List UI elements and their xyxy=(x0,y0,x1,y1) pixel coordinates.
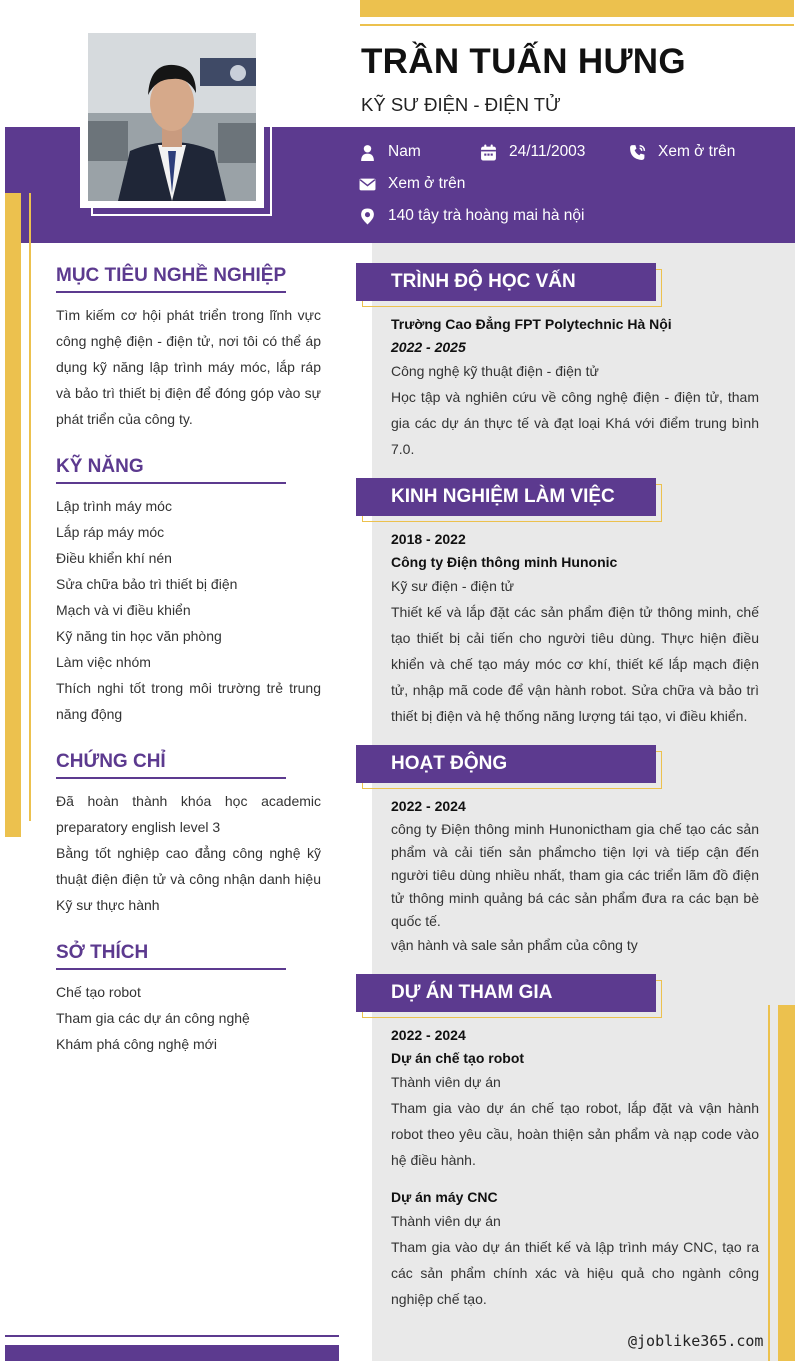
job-title: KỸ SƯ ĐIỆN - ĐIỆN TỬ xyxy=(361,94,561,115)
skill-item: Lập trình máy móc xyxy=(56,498,172,514)
top-gold-bar xyxy=(360,0,794,17)
skills-heading: KỸ NĂNG xyxy=(56,456,286,484)
experience-description: Thiết kế và lắp đặt các sản phẩm điện tử thông minh, chế tạo thiết bị cải tiến cho người tiêu dùng. Thực hiện điều khiển và chế tạo máy móc cơ khí, thiết kế lắp mạch điện tử, nhập mã code để vận hành robot. Sửa chữa và bảo trì thiết bị điện và hệ thống năng lượng tái tạo, vi điều khiển. xyxy=(391,604,759,724)
hobby-item: Khám phá công nghệ mới xyxy=(56,1036,217,1052)
certificate-item: Bằng tốt nghiệp cao đẳng công nghệ kỹ thuật điện điện tử và công nhận danh hiệu Kỹ sư thực hành xyxy=(56,845,321,913)
left-gold-bar xyxy=(5,193,21,837)
project-description: Tham gia vào dự án chế tạo robot, lắp đặt và vận hành robot theo yêu cầu, hoàn thiện sản phẩm và nạp code vào hệ điều hành. xyxy=(391,1100,759,1168)
project-role: Thành viên dự án xyxy=(391,1213,501,1229)
left-column xyxy=(56,265,321,1081)
skill-item: Sửa chữa bảo trì thiết bị điện xyxy=(56,576,238,592)
contact-email xyxy=(359,175,465,193)
experience-body xyxy=(391,528,759,729)
heading-purple-box xyxy=(356,478,656,516)
phone-icon xyxy=(629,144,646,161)
activities-heading: HOẠT ĐỘNG xyxy=(391,753,508,774)
location-pin-icon xyxy=(359,208,376,225)
skill-item: Thích nghi tốt trong môi trường trẻ trung năng động xyxy=(56,680,321,722)
skill-item: Kỹ năng tin học văn phòng xyxy=(56,628,222,644)
skill-item: Mạch và vi điều khiển xyxy=(56,602,191,618)
email-value: Xem ở trên xyxy=(388,175,466,192)
gender-value: Nam xyxy=(388,143,421,160)
candidate-name: TRẦN TUẤN HƯNG xyxy=(361,42,686,81)
objective-section xyxy=(56,265,321,432)
education-school: Trường Cao Đẳng FPT Polytechnic Hà Nội xyxy=(391,316,672,332)
hobbies-heading: SỞ THÍCH xyxy=(56,942,286,970)
heading-purple-box xyxy=(356,974,656,1012)
education-major: Công nghệ kỹ thuật điện - điện tử xyxy=(391,363,599,379)
experience-heading-box xyxy=(356,478,662,522)
skills-section xyxy=(56,456,321,727)
heading-purple-box xyxy=(356,745,656,783)
experience-heading: KINH NGHIỆM LÀM VIỆC xyxy=(391,486,615,507)
activities-heading-box xyxy=(356,745,662,789)
contact-gender xyxy=(359,143,421,161)
project-name: Dự án chế tạo robot xyxy=(391,1050,525,1066)
project-description: Tham gia vào dự án thiết kế và lập trình máy CNC, tạo ra các sản phẩm chính xác và hiệu quả cho ngành công nghiệp chế tạo. xyxy=(391,1239,759,1307)
projects-period: 2022 - 2024 xyxy=(391,1027,466,1043)
right-gold-bar xyxy=(778,1005,795,1361)
envelope-icon xyxy=(359,176,376,193)
bottom-purple-line xyxy=(5,1335,339,1337)
education-heading-box xyxy=(356,263,662,307)
contact-phone xyxy=(629,143,735,161)
address-value: 140 tây trà hoàng mai hà nội xyxy=(388,207,585,224)
education-period: 2022 - 2025 xyxy=(391,339,466,355)
projects-body xyxy=(391,1024,759,1312)
dob-value: 24/11/2003 xyxy=(509,143,586,160)
activities-description: công ty Điện thông minh Hunonictham gia chế tạo các sản phẩm và cải tiến sản phẩmcho tiện lợi và tiếp cận đến người tiêu dùng nhiều nhất, tham gia các triển lãm đồ điện tử thông minh quảng bá các sản phẩm đưa ra các bạn bè quốc tế. xyxy=(391,821,759,929)
right-gold-line xyxy=(768,1005,770,1361)
activities-extra: vận hành và sale sản phẩm của công ty xyxy=(391,937,638,953)
experience-period: 2018 - 2022 xyxy=(391,531,466,547)
skill-item: Làm việc nhóm xyxy=(56,654,151,670)
heading-purple-box xyxy=(356,263,656,301)
left-gold-line xyxy=(29,193,31,821)
certificates-section xyxy=(56,751,321,918)
objective-text: Tìm kiếm cơ hội phát triển trong lĩnh vực công nghệ điện - điện tử, nơi tôi có thể áp dụng kỹ năng lập trình máy móc, lắp ráp và bảo trì thiết bị điện để đóng góp vào sự phát triển của công ty. xyxy=(56,307,321,427)
education-body xyxy=(391,313,759,462)
activities-body xyxy=(391,795,759,958)
experience-company: Công ty Điện thông minh Hunonic xyxy=(391,554,618,570)
user-icon xyxy=(359,144,376,161)
phone-value: Xem ở trên xyxy=(658,143,736,160)
watermark: @joblike365.com xyxy=(628,1332,764,1350)
project-name: Dự án máy CNC xyxy=(391,1189,498,1205)
project-role: Thành viên dự án xyxy=(391,1074,501,1090)
certificate-item: Đã hoàn thành khóa học academic preparatory english level 3 xyxy=(56,793,321,835)
top-gold-line xyxy=(360,24,794,26)
activities-period: 2022 - 2024 xyxy=(391,798,466,814)
contact-address xyxy=(359,207,584,225)
objective-heading: MỤC TIÊU NGHỀ NGHIỆP xyxy=(56,265,286,293)
profile-photo xyxy=(88,33,256,201)
education-description: Học tập và nghiên cứu về công nghệ điện - điện tử, tham gia các dự án thực tế và đạt loại Khá với điểm trung bình 7.0. xyxy=(391,389,759,457)
hobbies-section xyxy=(56,942,321,1057)
certificates-heading: CHỨNG CHỈ xyxy=(56,751,286,779)
education-heading: TRÌNH ĐỘ HỌC VẤN xyxy=(391,271,576,292)
calendar-icon xyxy=(480,144,497,161)
hobby-item: Tham gia các dự án công nghệ xyxy=(56,1010,250,1026)
experience-position: Kỹ sư điện - điện tử xyxy=(391,578,515,594)
hobby-item: Chế tạo robot xyxy=(56,984,141,1000)
bottom-purple-bar xyxy=(5,1345,339,1361)
projects-heading-box xyxy=(356,974,662,1018)
skill-item: Lắp ráp máy móc xyxy=(56,524,165,540)
skill-item: Điều khiển khí nén xyxy=(56,550,172,566)
projects-heading: DỰ ÁN THAM GIA xyxy=(391,982,553,1003)
contact-dob xyxy=(480,143,585,161)
